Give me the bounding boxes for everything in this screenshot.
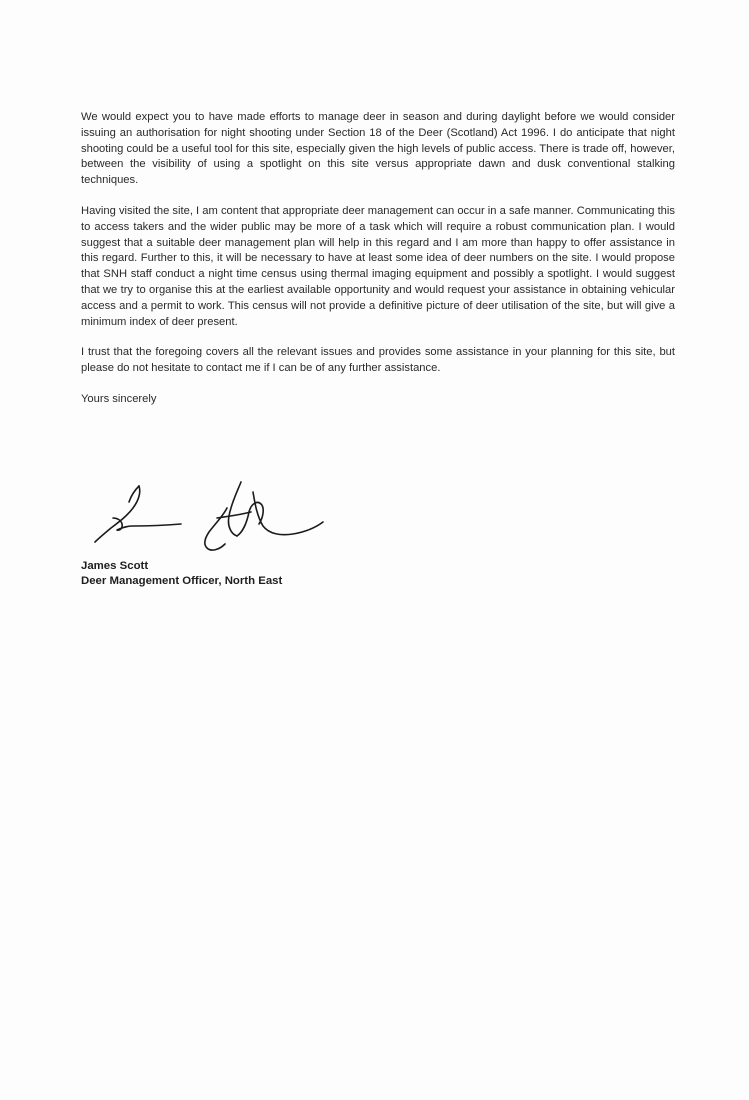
signature-block (81, 559, 282, 589)
paragraph-night-shooting: We would expect you to have made efforts to manage deer in season and during daylight before we would consider issuing an authorisation for night shooting under Section 18 of the Deer (Scotland) Act 1996. I do anticipate that night shooting could be a useful tool for this site, especially given the high levels of public access. There is trade off, however, between the visibility of using a spotlight on this site versus appropriate dawn and dusk conventional stalking techniques. (81, 111, 675, 187)
closing-salutation: Yours sincerely (81, 392, 157, 405)
paragraph-site-visit: Having visited the site, I am content that appropriate deer management can occur in a safe manner. Communicating this to access takers and the wider public may be more of a task which will require a robust communication plan. I would suggest that a suitable deer management plan will help in this regard and I am more than happy to offer assistance in this regard. Further to this, it will be necessary to have at least some idea of deer numbers on the site. I would propose that SNH staff conduct a night time census using thermal imaging equipment and possibly a spotlight. I would suggest that we try to organise this at the earliest available opportunity and would request your assistance in obtaining vehicular access and a permit to work. This census will not provide a definitive picture of deer utilisation of the site, but will give a minimum index of deer present. (81, 204, 675, 328)
signer-name: James Scott (81, 560, 149, 572)
signer-title: Deer Management Officer, North East (81, 575, 283, 587)
letter-body (81, 110, 675, 408)
paragraph-closing-remarks: I trust that the foregoing covers all the relevant issues and provides some assistance in your planning for this site, but please do not hesitate to contact me if I can be of any further assistance. (81, 346, 675, 375)
handwritten-signature (81, 478, 341, 556)
